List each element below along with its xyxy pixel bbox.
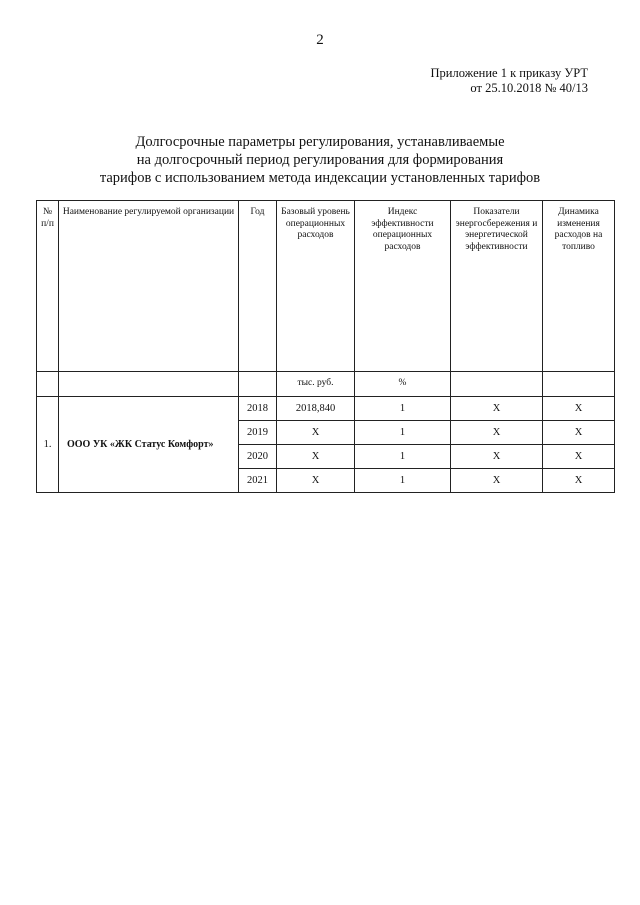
unit-empty [543,372,615,397]
approval-block [431,66,589,96]
header-fuel-dynamics: Динамика изменения расходов на топливо [543,201,615,372]
cell-base-level: X [277,421,355,445]
regulation-parameters-table [36,200,615,493]
header-efficiency-index: Индекс эффективности операционных расходов [355,201,451,372]
cell-efficiency-index: 1 [355,445,451,469]
cell-efficiency-index: 1 [355,469,451,493]
cell-energy-indicators: X [451,421,543,445]
document-title [60,133,580,187]
organization-name: ООО УК «ЖК Статус Комфорт» [59,397,239,493]
table-header-row [37,201,615,372]
row-number: 1. [37,397,59,493]
unit-empty [451,372,543,397]
cell-energy-indicators: X [451,445,543,469]
unit-efficiency-index: % [355,372,451,397]
unit-base-level: тыс. руб. [277,372,355,397]
header-organization: Наименование регулируемой организации [59,201,239,372]
approval-date-line: от 25.10.2018 № 40/13 [470,81,588,95]
cell-fuel-dynamics: X [543,445,615,469]
table-row [37,397,615,421]
cell-year: 2018 [239,397,277,421]
cell-fuel-dynamics: X [543,421,615,445]
cell-energy-indicators: X [451,397,543,421]
page-number: 2 [316,32,324,48]
header-num: № п/п [37,201,59,372]
header-year: Год [239,201,277,372]
cell-base-level: X [277,469,355,493]
header-energy-indicators: Показатели энергосбережения и энергетической эффективности [451,201,543,372]
title-line-2: на долгосрочный период регулирования для формирования [136,152,504,168]
unit-empty [37,372,59,397]
cell-year: 2019 [239,421,277,445]
header-base-level: Базовый уровень операционных расходов [277,201,355,372]
title-line-1: Долгосрочные параметры регулирования, устанавливаемые [135,134,505,150]
cell-energy-indicators: X [451,469,543,493]
unit-empty [59,372,239,397]
cell-base-level: X [277,445,355,469]
cell-efficiency-index: 1 [355,421,451,445]
cell-fuel-dynamics: X [543,397,615,421]
unit-empty [239,372,277,397]
cell-base-level: 2018,840 [277,397,355,421]
cell-efficiency-index: 1 [355,397,451,421]
cell-year: 2021 [239,469,277,493]
cell-year: 2020 [239,445,277,469]
cell-fuel-dynamics: X [543,469,615,493]
title-line-3: тарифов с использованием метода индексации установленных тарифов [99,170,541,186]
table-units-row [37,372,615,397]
approval-order-line: Приложение 1 к приказу УРТ [430,66,588,80]
